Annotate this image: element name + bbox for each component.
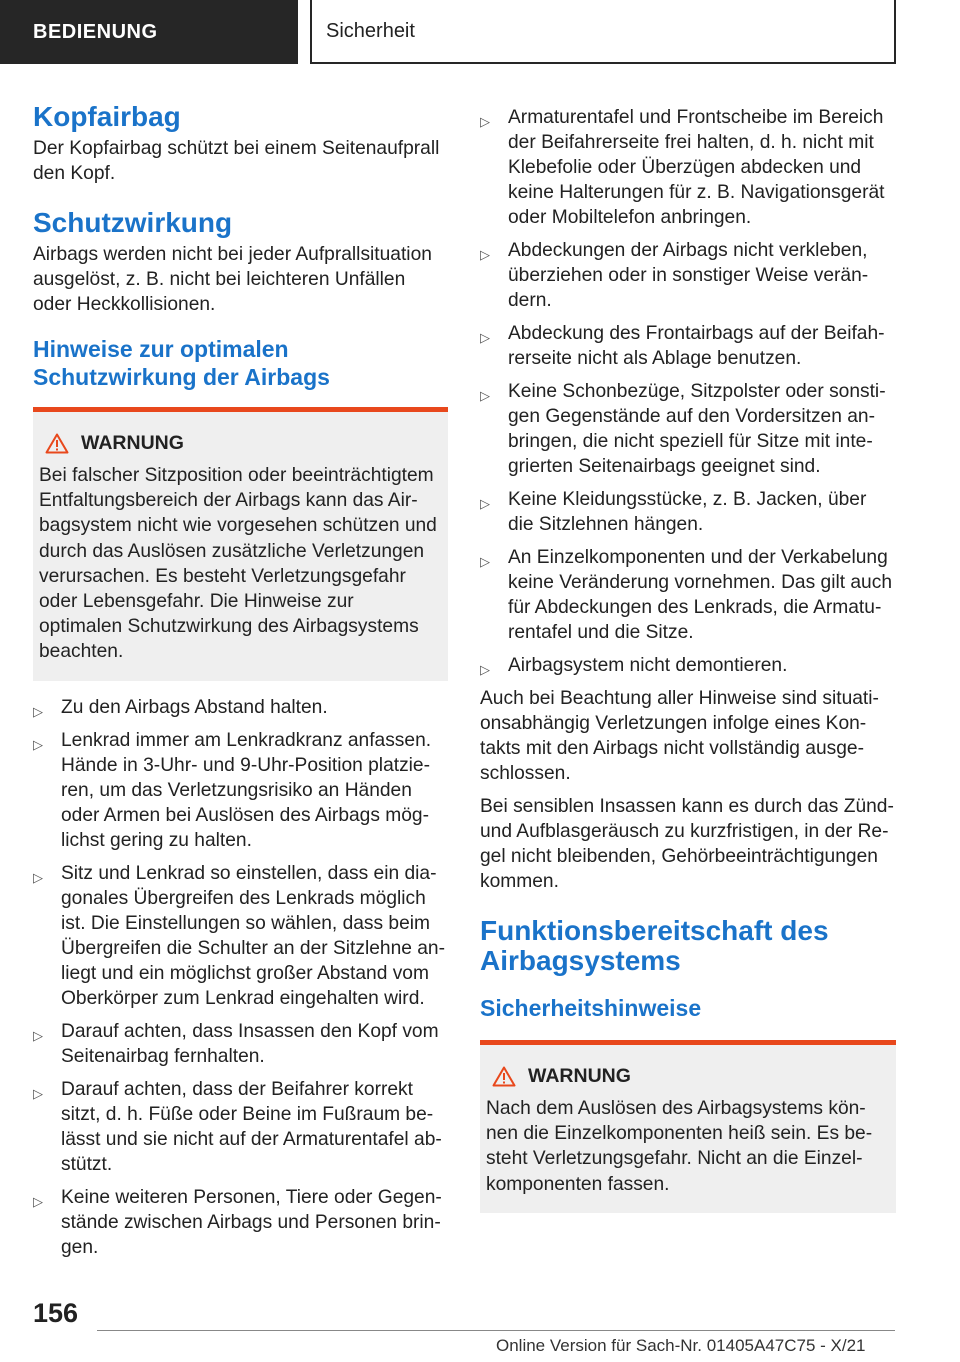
list-item-text: Keine weiteren Personen, Tiere oder Gegenstände zwischen Airbags und Personen bringen. xyxy=(61,1186,442,1258)
funktion-heading-line1: Funktionsbereitschaft des xyxy=(480,915,829,946)
list-item xyxy=(480,545,896,645)
triangle-bullet-icon: ▷ xyxy=(33,1085,43,1101)
funktion-heading xyxy=(480,916,896,976)
warning-box xyxy=(33,407,448,681)
warning-triangle-icon xyxy=(492,1066,516,1087)
triangle-bullet-icon: ▷ xyxy=(480,247,490,262)
hinweise-heading-line2: Schutzwirkung der Airbags xyxy=(33,364,330,390)
list-item-text: Abdeckung des Frontairbags auf der Beifahrerseite nicht als Ablage benutzen. xyxy=(508,323,885,369)
list-item-text: Sitz und Lenkrad so einstellen, dass ein diagonales Übergreifen des Lenkrads möglich ist. Die Einstellungen so wählen, dass beim Übergreifen die Schulter an der Sitzlehne anliegt und ein möglichst großer Abstand vom Oberkörper zum Lenkrad eingehalten wird. xyxy=(61,862,445,1009)
triangle-bullet-icon: ▷ xyxy=(480,388,490,403)
triangle-bullet-icon: ▷ xyxy=(480,330,490,345)
list-item xyxy=(33,1077,448,1177)
section-label: BEDIENUNG xyxy=(33,20,158,43)
list-item xyxy=(33,1185,448,1260)
warning-title-right xyxy=(492,1065,886,1088)
list-item xyxy=(33,728,448,853)
list-item xyxy=(480,105,896,230)
paragraph-sensitive: Bei sensiblen Insassen kann es durch das Zünd- und Aufblasgeräusch zu kurzfristigen, in der Regel nicht bleibenden, Gehörbeeinträchtigungen kommen. xyxy=(480,796,894,892)
paragraph-situational: Auch bei Beachtung aller Hinweise sind situationsabhängig Verletzungen infolge eines Kontakts mit den Airbags nicht vollständig ausgeschlossen. xyxy=(480,688,879,784)
footer-divider xyxy=(97,1330,895,1331)
list-item-text: Abdeckungen der Airbags nicht verkleben, überziehen oder in sonstiger Weise verändern. xyxy=(508,240,869,311)
funktion-heading-line2: Airbagsystems xyxy=(480,945,681,976)
warning-box-right xyxy=(480,1040,896,1213)
list-item xyxy=(480,238,896,313)
triangle-bullet-icon: ▷ xyxy=(33,736,43,752)
list-item xyxy=(33,695,448,720)
kopfairbag-heading: Kopfairbag xyxy=(33,101,181,132)
left-bullet-list xyxy=(33,695,448,1260)
triangle-bullet-icon: ▷ xyxy=(33,1193,43,1209)
chapter-header xyxy=(310,0,896,64)
triangle-bullet-icon: ▷ xyxy=(480,496,490,511)
schutzwirkung-heading: Schutzwirkung xyxy=(33,207,233,238)
triangle-bullet-icon: ▷ xyxy=(480,554,490,569)
triangle-bullet-icon: ▷ xyxy=(33,1027,43,1043)
list-item-text: Armaturentafel und Frontscheibe im Bereich der Beifahrerseite frei halten, d. h. nicht mit Klebefolie oder Überzügen abdecken und keine Halterungen für z. B. Navigationsgerät oder Mobiltelefon anbringen. xyxy=(508,107,885,228)
list-item-text: Keine Schonbezüge, Sitzpolster oder sonstigen Gegenstände auf den Vordersitzen anbringen, die nicht speziell für Sitze mit integrierten Seitenairbags geeignet sind. xyxy=(508,381,886,477)
list-item-text: Keine Kleidungsstücke, z. B. Jacken, über die Sitzlehnen hängen. xyxy=(508,489,867,535)
list-item-text: Zu den Airbags Abstand halten. xyxy=(61,696,328,718)
footer-online-version: Online Version für Sach-Nr. 01405A47C75 - X/21 xyxy=(496,1336,866,1355)
warning-text: Bei falscher Sitzposition oder beeinträchtigtem Entfaltungsbereich der Airbags kann das Airbagsystem nicht wie vorgesehen schützen und durch das Auslösen zusätzliche Verletzungen verursachen. Es besteht Verletzungsgefahr oder Lebensgefahr. Die Hinweise zur optimalen Schutzwirkung des Airbagsystems beachten. xyxy=(39,465,437,663)
triangle-bullet-icon: ▷ xyxy=(33,703,43,719)
hinweise-heading xyxy=(33,335,448,391)
chapter-title: Sicherheit xyxy=(326,19,415,42)
right-bullet-list xyxy=(480,105,896,678)
list-item xyxy=(33,1019,448,1069)
list-item-text: Lenkrad immer am Lenkradkranz anfassen. Hände in 3-Uhr- und 9-Uhr-Position platzieren, um das Verletzungsrisiko an Händen oder Armen bei Auslösen des Airbags möglichst gering zu halten. xyxy=(61,729,432,851)
kopfairbag-text: Der Kopfairbag schützt bei einem Seitenaufprall den Kopf. xyxy=(33,138,440,184)
warning-triangle-icon xyxy=(45,433,69,454)
list-item-text: An Einzelkomponenten und der Verkabelung keine Veränderung vornehmen. Das gilt auch für Abdeckungen des Lenkrads, die Armaturentafel und die Sitze. xyxy=(508,547,892,643)
list-item-text: Airbagsystem nicht demontieren. xyxy=(508,655,788,676)
triangle-bullet-icon: ▷ xyxy=(480,114,490,129)
list-item xyxy=(480,321,896,371)
section-tab xyxy=(0,0,298,64)
right-column xyxy=(480,105,896,1227)
schutzwirkung-text: Airbags werden nicht bei jeder Aufprallsituation ausgelöst, z. B. nicht bei leichteren Unfällen oder Heckkollisionen. xyxy=(33,244,432,315)
sicherheit-heading: Sicherheitshinweise xyxy=(480,995,702,1021)
hinweise-heading-line1: Hinweise zur optimalen xyxy=(33,336,289,362)
list-item xyxy=(33,861,448,1011)
list-item-text: Darauf achten, dass Insassen den Kopf vom Seitenairbag fernhalten. xyxy=(61,1020,439,1067)
list-item xyxy=(480,653,896,678)
page-number: 156 xyxy=(33,1298,79,1328)
list-item xyxy=(480,487,896,537)
warning-title xyxy=(45,432,438,455)
warning-text-right: Nach dem Auslösen des Airbagsystems können die Einzelkomponenten heiß sein. Es besteht Verletzungsgefahr. Nicht an die Einzelkomponenten fassen. xyxy=(486,1098,873,1195)
list-item-text: Darauf achten, dass der Beifahrer korrekt sitzt, d. h. Füße oder Beine im Fußraum belässt und sie nicht auf der Armaturentafel abstützt. xyxy=(61,1078,442,1175)
triangle-bullet-icon: ▷ xyxy=(33,869,43,885)
triangle-bullet-icon: ▷ xyxy=(480,662,490,677)
list-item xyxy=(480,379,896,479)
warning-title-text-right: WARNUNG xyxy=(528,1065,631,1087)
warning-title-text: WARNUNG xyxy=(81,432,184,454)
left-column xyxy=(33,100,448,1268)
